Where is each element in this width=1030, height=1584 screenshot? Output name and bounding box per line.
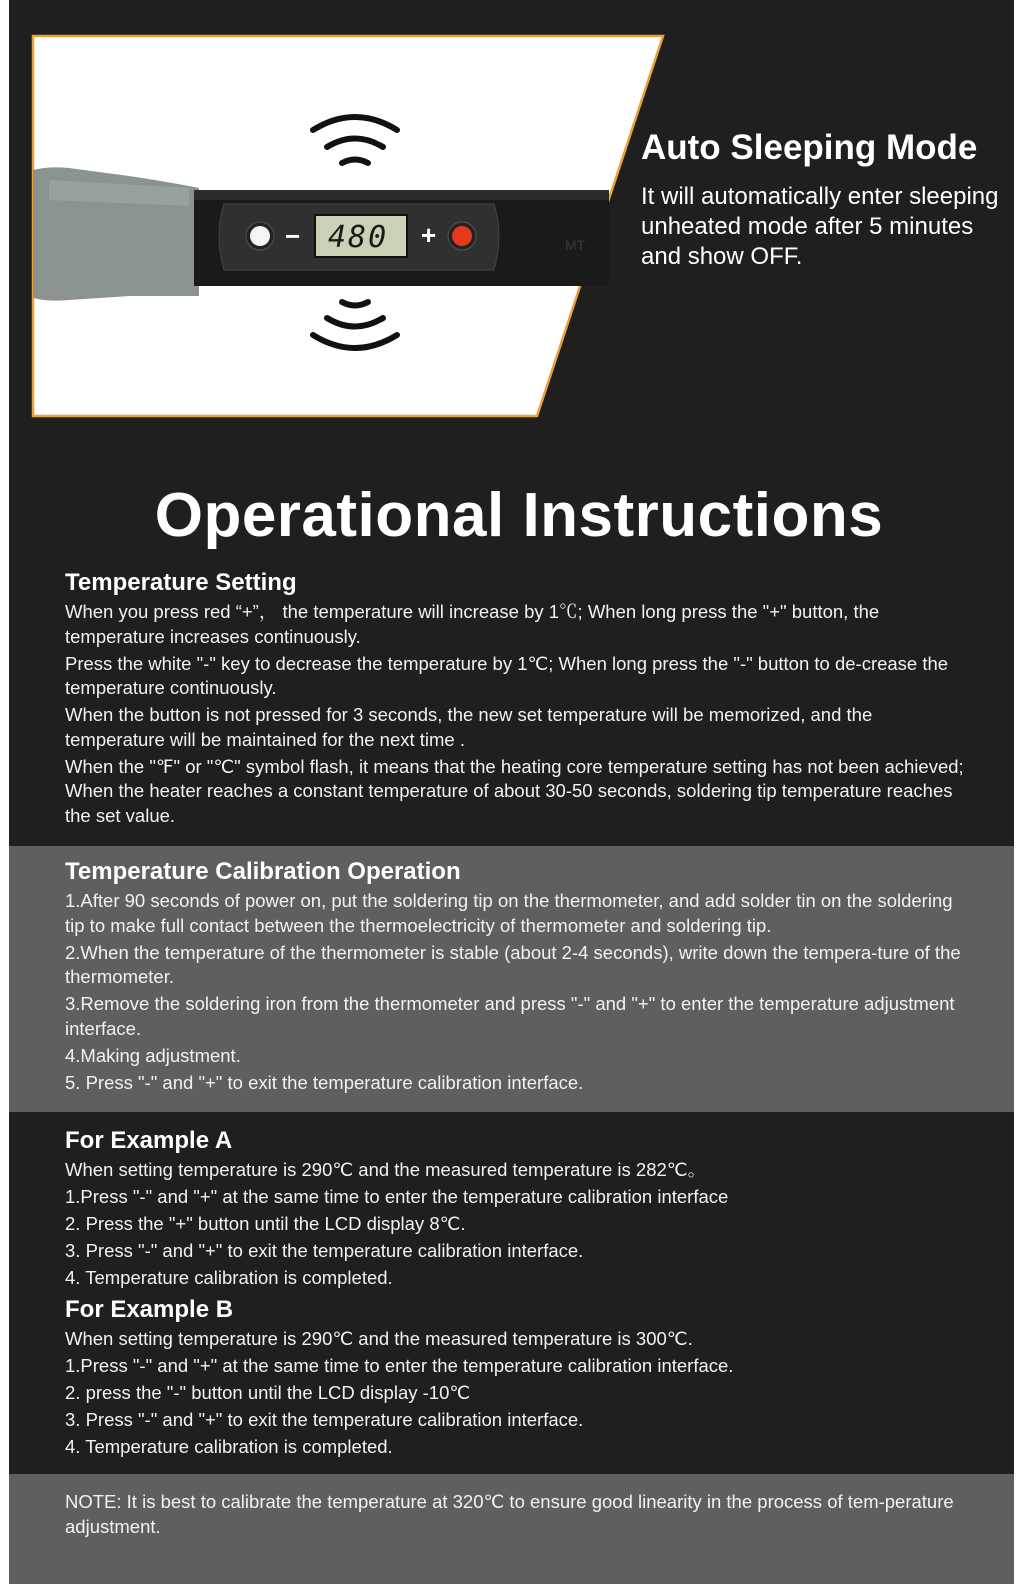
plus-label: + bbox=[421, 220, 437, 250]
feature-description: It will automatically enter sleeping unheated mode after 5 minutes and show OFF. bbox=[641, 183, 999, 270]
section-heading: Temperature Setting bbox=[65, 569, 297, 596]
note-section bbox=[9, 1474, 1014, 1584]
paragraph: Press the white "-" key to decrease the temperature by 1℃; When long press the "-" button to de-crease the temperature continuously. bbox=[65, 652, 949, 698]
step: 2.When the temperature of the thermometer is stable (about 2-4 seconds), write down the tempera-ture of the thermometer. bbox=[65, 941, 961, 987]
example-line: 4. Temperature calibration is completed. bbox=[65, 1436, 393, 1457]
paragraph: When you press red “+”， the temperature will increase by 1℃; When long press the "+" button, the temperature increases continuously. bbox=[65, 601, 880, 647]
hero-section bbox=[9, 0, 1014, 470]
lcd-display-value: 480 bbox=[328, 220, 389, 255]
example-line: 2. press the "-" button until the LCD display -10℃ bbox=[65, 1382, 471, 1403]
example-line: 4. Temperature calibration is completed. bbox=[65, 1267, 393, 1288]
feature-title: Auto Sleeping Mode bbox=[641, 128, 978, 167]
step: 4.Making adjustment. bbox=[65, 1044, 241, 1066]
note-text: NOTE: It is best to calibrate the temperature at 320℃ to ensure good linearity in the process of tem-perature adjustment. bbox=[65, 1491, 954, 1537]
example-line: 1.Press "-" and "+" at the same time to enter the temperature calibration interface. bbox=[65, 1355, 734, 1376]
main-title: Operational Instructions bbox=[154, 481, 884, 550]
minus-label: − bbox=[285, 221, 301, 251]
example-line: 1.Press "-" and "+" at the same time to enter the temperature calibration interface bbox=[65, 1186, 729, 1207]
paragraph: When the button is not pressed for 3 seconds, the new set temperature will be memorized, and the temperature will be maintained for the next time . bbox=[65, 704, 873, 750]
example-line: When setting temperature is 290℃ and the measured temperature is 300℃. bbox=[65, 1328, 693, 1349]
paragraph: When the "℉" or "℃" symbol flash, it means that the heating core temperature setting has not been achieved; When the heater reaches a constant temperature of about 30-50 seconds, soldering tip temperature reaches the set value. bbox=[65, 755, 964, 826]
examples-section bbox=[9, 1112, 1014, 1474]
example-line: 3. Press "-" and "+" to exit the temperature calibration interface. bbox=[65, 1409, 584, 1430]
calibration-section bbox=[9, 846, 1014, 1112]
example-a-heading: For Example A bbox=[65, 1127, 233, 1154]
example-b-heading: For Example B bbox=[65, 1296, 234, 1323]
example-line: 2. Press the "+" button until the LCD display 8℃. bbox=[65, 1213, 466, 1234]
section-heading: Temperature Calibration Operation bbox=[65, 858, 461, 885]
brand-text: MT bbox=[565, 237, 586, 253]
step: 5. Press "-" and "+" to exit the temperature calibration interface. bbox=[65, 1071, 584, 1093]
page bbox=[9, 0, 1014, 1584]
step: 3.Remove the soldering iron from the thermometer and press "-" and "+" to enter the temperature adjustment interface. bbox=[65, 993, 955, 1039]
example-line: 3. Press "-" and "+" to exit the temperature calibration interface. bbox=[65, 1240, 584, 1261]
temperature-setting-section bbox=[9, 568, 1014, 846]
example-line: When setting temperature is 290℃ and the measured temperature is 282℃。 bbox=[65, 1159, 707, 1180]
step: 1.After 90 seconds of power on, put the soldering tip on the thermometer, and add solder tin on the soldering tip to make full contact between the thermoelectricity of thermometer and soldering tip. bbox=[65, 890, 953, 936]
